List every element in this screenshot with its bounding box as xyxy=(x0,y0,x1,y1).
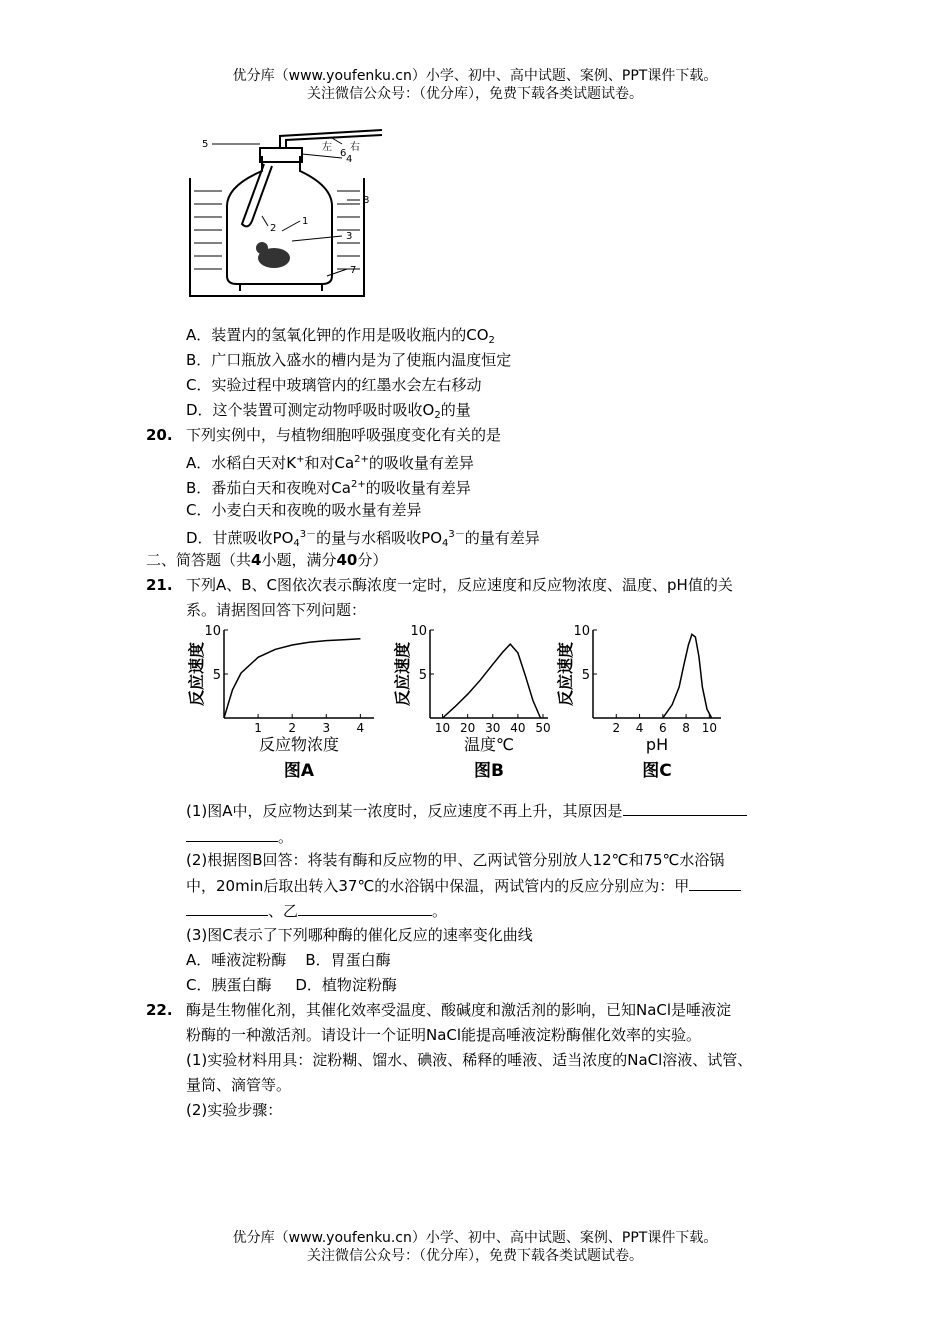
q22-part-1-line-1: (1)实验材料用具：淀粉糊、馏水、碘液、稀释的唾液、适当浓度的NaCl溶液、试管、 xyxy=(186,1051,753,1069)
chart-1-x-tick-label: 20 xyxy=(460,721,476,735)
footer-line-2: 关注微信公众号：（优分库），免费下载各类试题试卷。 xyxy=(307,1248,643,1264)
q20-number: 20. xyxy=(146,426,173,444)
respiration-apparatus-diagram xyxy=(182,126,392,302)
label-2: 2 xyxy=(270,223,277,234)
section-2-heading: 二、简答题（共4小题，满分40分） xyxy=(146,551,388,569)
chart-1-x-tick-label: 10 xyxy=(434,721,451,735)
label-right: 右 xyxy=(350,142,360,153)
chart-2-x-tick-label: 8 xyxy=(682,721,690,735)
chart-1-y-tick-label: 10 xyxy=(410,624,427,639)
q19-option-b: B．广口瓶放入盛水的槽内是为了使瓶内温度恒定 xyxy=(186,351,512,369)
q22-part-2: (2)实验步骤： xyxy=(186,1101,283,1119)
q21-part-2-line-1: (2)根据图B回答：将装有酶和反应物的甲、乙两试管分别放人12℃和75℃水浴锅 xyxy=(186,851,725,869)
footer-line-1: 优分库（www.youfenku.cn）小学、初中、高中试题、案例、PPT课件下载。 xyxy=(232,1230,718,1246)
chart-2-x-tick-label: 6 xyxy=(658,721,667,735)
label-8: 8 xyxy=(363,195,370,206)
label-7: 7 xyxy=(350,265,357,276)
chart-0-y-tick-label: 5 xyxy=(212,668,221,683)
chart-2-x-label: pH xyxy=(645,735,669,754)
q21-number: 21. xyxy=(146,576,173,594)
chart-0-x-tick-label: 4 xyxy=(356,721,365,735)
q22-part-1-line-2: 量筒、滴管等。 xyxy=(186,1076,292,1094)
answer-blank-2a[interactable] xyxy=(689,875,741,891)
q22-stem-line-2: 粉酶的一种激活剂。请设计一个证明NaCl能提高唾液淀粉酶催化效率的实验。 xyxy=(186,1026,702,1044)
q21-part-2-line-3: 、乙 。 xyxy=(186,900,447,921)
q19-option-d: D．这个装置可测定动物呼吸时吸收$O_2$的量 xyxy=(186,401,471,421)
q21-part-3: (3)图C表示了下列哪种酶的催化反应的速率变化曲线 xyxy=(186,926,533,944)
chart-1-x-tick-label: 40 xyxy=(510,721,526,735)
chart-2-x-tick-label: 10 xyxy=(701,721,718,735)
chart-1-x-tick-label: 50 xyxy=(535,721,551,735)
q20-option-c: C．小麦白天和夜晚的吸水量有差异 xyxy=(186,501,422,519)
chart-0-title: 图A xyxy=(283,761,315,781)
q21-part-1-cont: 。 xyxy=(186,826,293,847)
chart-2-x-tick-label: 2 xyxy=(612,721,621,735)
q20-option-b: B．番茄白天和夜晚对$Ca^{2+}$的吸收量有差异 xyxy=(186,479,471,497)
q20-option-d: D．甘蔗吸收$PO_4^{3-}$的量与水稻吸收$PO_4^{3-}$的量有差异 xyxy=(186,529,540,549)
label-4: 4 xyxy=(346,154,353,165)
chart-0-x-tick-label: 3 xyxy=(322,721,331,735)
label-5: 5 xyxy=(202,139,209,150)
chart-0-x-tick-label: 2 xyxy=(288,721,297,735)
q21-charts xyxy=(180,622,740,782)
label-left: 左 xyxy=(322,142,332,153)
chart-1-y-label: 反应速度 xyxy=(393,641,412,707)
chart-2-x-tick-label: 4 xyxy=(635,721,644,735)
chart-2-y-tick-label: 10 xyxy=(573,624,590,639)
q20-stem: 下列实例中，与植物细胞呼吸强度变化有关的是 xyxy=(186,426,502,444)
chart-2-y-tick-label: 5 xyxy=(581,668,590,683)
chart-1-series-line xyxy=(443,644,541,718)
q21-part-3-options-cd: C．胰蛋白酶 D．植物淀粉酶 xyxy=(186,976,397,994)
answer-blank-2c[interactable] xyxy=(298,900,432,916)
label-1: 1 xyxy=(302,216,309,227)
chart-1-y-tick-label: 5 xyxy=(418,668,427,683)
header-line-1: 优分库（www.youfenku.cn）小学、初中、高中试题、案例、PPT课件下载。 xyxy=(232,68,718,84)
q22-number: 22. xyxy=(146,1001,173,1019)
chart-1-x-tick-label: 30 xyxy=(485,721,501,735)
header-line-2: 关注微信公众号：（优分库），免费下载各类试题试卷。 xyxy=(307,86,643,102)
q19-option-a: A．装置内的氢氧化钾的作用是吸收瓶内的$CO_2$ xyxy=(186,326,495,346)
chart-1-x-label: 温度℃ xyxy=(464,735,514,754)
chart-0-x-tick-label: 1 xyxy=(254,721,262,735)
q20-option-a: A．水稻白天对K+和对$Ca^{2+}$的吸收量有差异 xyxy=(186,454,474,472)
chart-2-y-label: 反应速度 xyxy=(556,641,575,707)
q22-stem-line-1: 酶是生物催化剂，其催化效率受温度、酸碱度和激活剂的影响，已知NaCl是唾液淀 xyxy=(186,1001,732,1019)
answer-blank-1b[interactable] xyxy=(186,826,278,842)
chart-1-title: 图B xyxy=(474,761,504,781)
chart-0-series-line xyxy=(224,639,360,718)
q21-part-2-line-2: 中，20min后取出转入37℃的水浴锅中保温，两试管内的反应分别应为：甲 xyxy=(186,875,741,896)
q21-stem-line-2: 系。请据图回答下列问题： xyxy=(186,601,367,619)
label-6: 6 xyxy=(340,148,347,159)
chart-2-title: 图C xyxy=(642,761,672,781)
q21-part-3-options-ab: A．唾液淀粉酶 B．胃蛋白酶 xyxy=(186,951,391,969)
q19-option-c: C．实验过程中玻璃管内的红墨水会左右移动 xyxy=(186,376,482,394)
label-3: 3 xyxy=(346,231,353,242)
answer-blank-1a[interactable] xyxy=(623,800,747,816)
chart-0-y-tick-label: 10 xyxy=(204,624,221,639)
chart-2-series-line xyxy=(663,634,712,718)
q21-part-1: (1)图A中，反应物达到某一浓度时，反应速度不再上升，其原因是 xyxy=(186,800,747,821)
q21-stem-line-1: 下列A、B、C图依次表示酶浓度一定时，反应速度和反应物浓度、温度、pH值的关 xyxy=(186,576,733,594)
answer-blank-2b[interactable] xyxy=(186,900,268,916)
chart-0-y-label: 反应速度 xyxy=(187,641,206,707)
chart-0-x-label: 反应物浓度 xyxy=(258,735,340,754)
